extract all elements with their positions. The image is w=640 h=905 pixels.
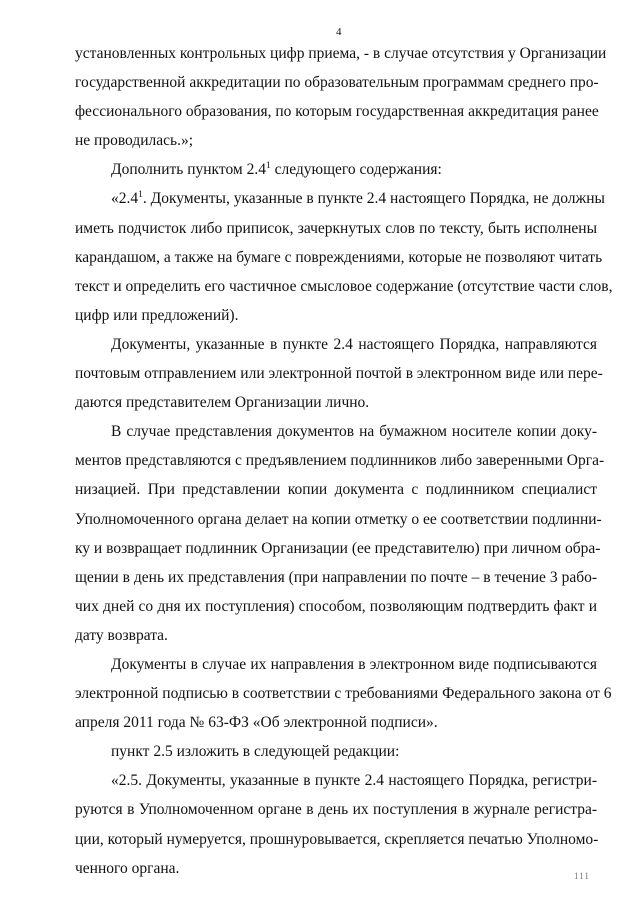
text-line: цифр или предложений). — [75, 306, 239, 324]
paragraph — [0, 39, 640, 155]
text-line: пункт 2.5 изложить в следующей редакции: — [111, 743, 400, 761]
text-line: почтовым отправлением или электронной почтой в электронном виде или пере- — [75, 365, 603, 383]
paragraph — [0, 330, 640, 417]
paragraph — [0, 766, 640, 882]
document-body — [0, 39, 640, 883]
line-text-before: «2.4 — [111, 190, 139, 208]
superscript-number: 1 — [138, 190, 143, 201]
line-text-before: Дополнить пунктом 2.4 — [111, 161, 266, 179]
text-line: дату возврата. — [75, 626, 168, 644]
text-line: ку и возвращает подлинник Организации (ее представителю) при личном обра- — [75, 539, 601, 557]
text-line: карандашом, а также на бумаге с повреждениями, которые не позволяют читать — [75, 248, 603, 266]
superscript-number: 1 — [265, 161, 271, 172]
text-line: низацией. При представлении копии документа с подлинником специалист — [75, 481, 597, 499]
text-line: текст и определить его частичное смысловое содержание (отсутствие части слов, — [75, 277, 613, 295]
line-text-after: . Документы, указанные в пункте 2.4 настоящего Порядка, не должны — [142, 190, 605, 208]
text-line: ченного органа. — [75, 859, 180, 877]
page-number: 4 — [336, 26, 342, 38]
text-line: Документы в случае их направления в электронном виде подписываются — [111, 655, 597, 673]
text-line: В случае представления документов на бумажном носителе копии доку- — [111, 423, 597, 441]
text-line: «2.5. Документы, указанные в пункте 2.4 настоящего Порядка, регистри- — [111, 772, 597, 790]
text-line: фессионального образования, по которым государственная аккредитация ранее — [75, 103, 599, 121]
scan-artifact: 111 — [574, 871, 590, 881]
text-line: руются в Уполномоченном органе в день их поступления в журнале регистра- — [75, 801, 597, 819]
text-line: апреля 2011 года № 63-ФЗ «Об электронной подписи». — [75, 714, 438, 732]
text-line: не проводилась.»; — [75, 132, 194, 150]
text-line: иметь подчисток либо приписок, зачеркнутых слов по тексту, быть исполнены — [75, 219, 597, 237]
text-line: Уполномоченного органа делает на копии отметку о ее соответствии подлинни- — [75, 510, 602, 528]
paragraph — [0, 417, 640, 650]
text-line — [111, 155, 597, 184]
text-line: Документы, указанные в пункте 2.4 настоящего Порядка, направляются — [111, 335, 597, 353]
paragraph — [0, 737, 640, 766]
line-text-after: следующего содержания: — [270, 161, 442, 179]
text-line: ментов представляются с предъявлением подлинников либо заверенными Орга- — [75, 452, 605, 470]
text-line: государственной аккредитации по образовательным программам среднего про- — [75, 74, 599, 92]
text-line — [111, 184, 605, 213]
text-line: щении в день их представления (при направлении по почте – в течение 3 рабо- — [75, 568, 597, 586]
paragraph — [0, 184, 640, 329]
text-line: даются представителем Организации лично. — [75, 394, 370, 412]
paragraph — [0, 650, 640, 737]
text-line: чих дней со дня их поступления) способом, позволяющим подтвердить факт и — [75, 597, 597, 615]
text-line: ции, который нумеруется, прошнуровывается, скрепляется печатью Уполномо- — [75, 830, 599, 848]
text-line: установленных контрольных цифр приема, - в случае отсутствия у Организации — [75, 45, 607, 62]
paragraph — [0, 155, 640, 184]
text-line: электронной подписью в соответствии с требованиями Федерального закона от 6 — [75, 685, 612, 703]
